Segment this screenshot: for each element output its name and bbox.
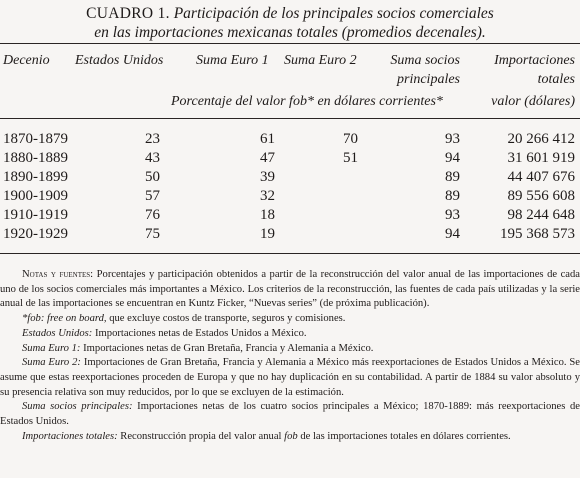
cell-eeuu: 57: [145, 188, 160, 204]
cell-decenio: 1870-1879: [3, 131, 68, 147]
cell-euro1: 32: [260, 188, 275, 204]
cell-total: 89 556 608: [507, 188, 575, 204]
header-socios-1: Suma socios: [390, 53, 460, 68]
note-imp-fob: fob: [284, 430, 298, 442]
bottom-rule: [0, 253, 580, 254]
cell-total: 195 368 573: [500, 226, 575, 242]
note-socios-label: Suma socios principales:: [22, 401, 133, 413]
note-imp-label: Importaciones totales:: [22, 430, 118, 442]
note-euro2: [0, 356, 580, 400]
header-subtitle-percent: Porcentaje del valor fob* en dólares corrientes*: [171, 94, 443, 109]
cell-decenio: 1900-1909: [3, 188, 68, 204]
cell-decenio: 1910-1919: [3, 207, 68, 223]
table-row: [0, 225, 580, 244]
table-row: [0, 187, 580, 206]
cell-decenio: 1880-1889: [3, 150, 68, 166]
cell-euro1: 19: [260, 226, 275, 242]
cell-eeuu: 50: [145, 169, 160, 185]
cell-euro1: 18: [260, 207, 275, 223]
note-euro1-text: Importaciones netas de Gran Bretaña, Francia y Alemania a México.: [83, 342, 374, 354]
header-decenio: Decenio: [3, 53, 50, 68]
cell-socios: 94: [445, 226, 460, 242]
note-eeuu: [0, 327, 580, 342]
note-importaciones: [0, 430, 580, 445]
header-importaciones-2: totales: [537, 72, 575, 87]
table-row: [0, 149, 580, 168]
note-socios: [0, 400, 580, 429]
note-euro2-label: Suma Euro 2:: [22, 357, 81, 369]
table-notes: [0, 268, 580, 444]
cell-euro2: 70: [343, 131, 358, 147]
header-rule: [0, 118, 580, 119]
cell-euro1: 39: [260, 169, 275, 185]
cell-euro1: 47: [260, 150, 275, 166]
header-importaciones-1: Importaciones: [494, 53, 575, 68]
note-fuentes-label: Notas y fuentes:: [22, 269, 94, 280]
cell-total: 20 266 412: [507, 131, 575, 147]
cell-decenio: 1890-1899: [3, 169, 68, 185]
note-socios-text: Importaciones netas de los cuatro socios principales a México; 1870-1889: más reexportaciones de Estados Unidos.: [0, 401, 580, 428]
cell-socios: 94: [445, 150, 460, 166]
header-eeuu: Estados Unidos: [75, 53, 164, 68]
cell-socios: 93: [445, 131, 460, 147]
header-euro2: Suma Euro 2: [284, 53, 357, 68]
table-title: [0, 4, 580, 42]
note-fob: [0, 312, 580, 327]
cell-total: 44 407 676: [507, 169, 575, 185]
note-imp-text-a: Reconstrucción propia del valor anual: [120, 430, 282, 442]
cell-euro1: 61: [260, 131, 275, 147]
note-fob-text: que excluye costos de transporte, seguros y comisiones.: [109, 313, 346, 325]
top-rule: [0, 43, 580, 44]
cell-socios: 89: [445, 169, 460, 185]
cell-eeuu: 43: [145, 150, 160, 166]
note-fob-label: *fob: free on board,: [22, 313, 107, 325]
note-imp-text-b: de las importaciones totales en dólares corrientes.: [300, 430, 511, 442]
header-euro1: Suma Euro 1: [196, 53, 269, 68]
cell-eeuu: 23: [145, 131, 160, 147]
cell-decenio: 1920-1929: [3, 226, 68, 242]
cell-total: 31 601 919: [507, 150, 575, 166]
cell-eeuu: 76: [145, 207, 160, 223]
note-fuentes: [0, 268, 580, 312]
table-row: [0, 130, 580, 149]
header-subtitle-valor: valor (dólares): [491, 94, 575, 109]
header-socios-2: principales: [397, 72, 460, 87]
cell-socios: 93: [445, 207, 460, 223]
table-number: CUADRO 1.: [86, 5, 170, 22]
cell-socios: 89: [445, 188, 460, 204]
table-row: [0, 206, 580, 225]
note-euro2-text: Importaciones de Gran Bretaña, Francia y Alemania a México más reexportaciones de Estados Unidos a México. Se asume que estas reexportaciones proceden de Europa y que no hay duplicación en su contabilidad. A partir de 1884 su valor absoluto y su presencia relativa son muy reducidos, por lo que se excluyen de la estimación.: [0, 357, 580, 398]
table-row: [0, 168, 580, 187]
cell-euro2: 51: [343, 150, 358, 166]
note-eeuu-text: Importaciones netas de Estados Unidos a México.: [95, 327, 307, 339]
note-fuentes-text: Porcentajes y participación obtenidos a partir de la reconstrucción del valor anual de las importaciones de cada uno de los socios comerciales más importantes a México. Los criterios de la reconstrucción, las fuentes de cada país utilizadas y la serie anual de las importaciones se encuentran en Kuntz Ficker, “Nuevas series” (de próxima publicación).: [0, 269, 580, 310]
note-eeuu-label: Estados Unidos:: [22, 327, 93, 339]
note-euro1-label: Suma Euro 1:: [22, 342, 81, 354]
title-line-2: [0, 23, 580, 42]
note-euro1: [0, 342, 580, 357]
title-text-2: en las importaciones mexicanas totales (promedios decenales).: [94, 24, 486, 41]
title-line-1: [0, 4, 580, 23]
title-text-1: Participación de los principales socios comerciales: [173, 5, 494, 22]
cell-total: 98 244 648: [507, 207, 575, 223]
cell-eeuu: 75: [145, 226, 160, 242]
